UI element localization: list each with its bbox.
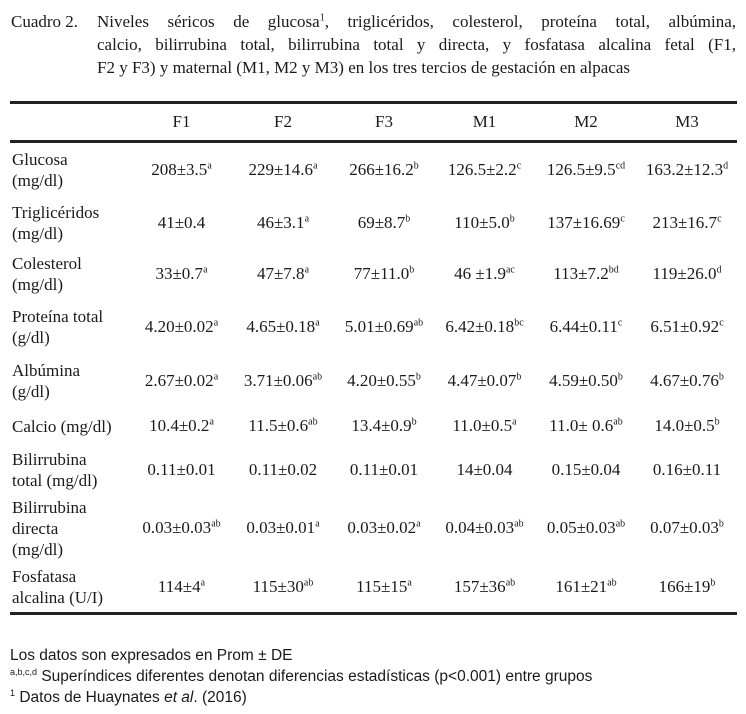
cell-value: 46±3.1 (256, 212, 305, 232)
table-cell (637, 562, 737, 614)
table-cell (535, 248, 637, 301)
cell-value: 0.07±0.03 (650, 518, 719, 537)
cell-superscript: bc (514, 317, 524, 329)
cell-superscript: a (407, 577, 412, 589)
cell-value: 4.20±0.55 (347, 370, 416, 390)
cell-value: 11.0± 0.6 (549, 416, 614, 435)
cell-superscript: ab (613, 416, 623, 428)
row-label (10, 301, 131, 354)
caption-label: Cuadro 2. (11, 12, 79, 31)
table-cell (434, 495, 535, 562)
row-label (10, 198, 131, 248)
cell-value: 11.5±0.6 (248, 416, 309, 435)
row-label (10, 445, 131, 495)
cell-value: 115±30 (252, 576, 304, 596)
cell-superscript: a (512, 416, 517, 428)
cell-value: 0.15±0.04 (551, 459, 621, 479)
row-label-line: alcalina (U/I) (12, 587, 104, 607)
table-header-row (10, 103, 737, 142)
note-superscripts-mark: a,b,c,d (10, 666, 38, 677)
cell-value: 0.11±0.01 (147, 459, 216, 479)
caption-footnote-mark: 1 (319, 12, 325, 24)
cell-superscript: bd (608, 264, 619, 276)
table-cell (434, 408, 535, 445)
note-source-etal: et al (164, 689, 194, 706)
cell-superscript: ab (413, 317, 424, 329)
table-caption (11, 10, 736, 79)
table-row (10, 445, 737, 495)
cell-value: 13.4±0.9 (351, 416, 412, 435)
cell-value: 11.0±0.5 (452, 416, 513, 435)
table-cell (334, 198, 434, 248)
table-row (10, 495, 737, 562)
row-label-line: Triglicéridos (12, 202, 100, 222)
cell-value: 0.03±0.01 (246, 518, 316, 537)
table-cell (434, 562, 535, 614)
cell-value: 4.59±0.50 (549, 370, 618, 390)
cell-superscript: c (617, 317, 623, 329)
cell-value: 0.05±0.03 (546, 518, 616, 537)
table-cell (131, 301, 232, 354)
cell-value: 119±26.0 (652, 264, 717, 283)
caption-line-2: calcio, bilirrubina total, bilirrubina total y directa, y fosfatasa alcalina fetal (F1, (97, 35, 736, 54)
table-cell (334, 301, 434, 354)
table-cell (637, 445, 737, 495)
cell-value: 0.03±0.03 (142, 518, 212, 537)
table-row (10, 142, 737, 198)
table-cell (131, 198, 232, 248)
row-label (10, 495, 131, 562)
table-cell (434, 445, 535, 495)
cell-value: 6.44±0.11 (549, 317, 618, 336)
cell-value: 0.11±0.01 (349, 459, 419, 479)
cell-superscript: a (313, 160, 318, 172)
column-header-m3: M3 (637, 103, 737, 142)
cell-value: 46 ±1.9 (454, 264, 506, 283)
cell-value: 41±0.4 (157, 212, 206, 232)
table-cell (434, 142, 535, 198)
row-label-line: (mg/dl) (12, 171, 63, 191)
row-label-line: Bilirrubina (12, 449, 87, 469)
cell-value: 213±16.7 (652, 212, 718, 232)
table-cell (637, 354, 737, 408)
table-cell (637, 198, 737, 248)
table-cell (334, 354, 434, 408)
cell-superscript: b (409, 264, 415, 276)
note-superscripts-text: Superíndices diferentes denotan diferencias estadísticas (p<0.001) entre grupos (37, 668, 593, 685)
table-row (10, 301, 737, 354)
cell-value: 0.11±0.02 (248, 459, 318, 479)
cell-superscript: b (718, 370, 724, 382)
table-cell (232, 562, 334, 614)
cell-value: 0.04±0.03 (445, 518, 515, 537)
column-header-f3: F3 (334, 103, 434, 142)
row-label-line: (mg/dl) (12, 539, 63, 559)
data-table (10, 101, 737, 615)
cell-superscript: b (516, 370, 522, 382)
cell-superscript: ab (607, 577, 617, 589)
table-cell (232, 445, 334, 495)
cell-superscript: ab (615, 518, 626, 530)
table-cell (637, 301, 737, 354)
cell-superscript: cd (615, 160, 626, 172)
table-cell (334, 495, 434, 562)
cell-value: 6.51±0.92 (650, 317, 720, 336)
table-cell (334, 248, 434, 301)
table-cell (637, 142, 737, 198)
cell-value: 6.42±0.18 (445, 317, 515, 336)
cell-value: 113±7.2 (553, 264, 609, 283)
row-label (10, 408, 131, 445)
row-label-line: total (mg/dl) (12, 470, 98, 490)
table-cell (131, 562, 232, 614)
cell-value: 266±16.2 (349, 160, 414, 180)
cell-value: 3.71±0.06 (243, 370, 313, 390)
cell-superscript: c (516, 160, 522, 172)
table-cell (535, 354, 637, 408)
table-cell (232, 408, 334, 445)
table-row (10, 354, 737, 408)
row-label (10, 354, 131, 408)
table-cell (131, 248, 232, 301)
table-cell (131, 408, 232, 445)
table-cell (535, 198, 637, 248)
caption-line-1 (97, 10, 736, 33)
cell-superscript: a (315, 317, 320, 329)
cell-superscript: a (213, 370, 219, 382)
table-row (10, 198, 737, 248)
table-cell (334, 408, 434, 445)
table-cell (637, 248, 737, 301)
table-cell (535, 495, 637, 562)
cell-value: 114±4 (157, 576, 201, 596)
cell-value: 5.01±0.69 (344, 317, 414, 336)
cell-value: 14.0±0.5 (654, 416, 715, 435)
cell-value: 4.65±0.18 (246, 317, 316, 336)
cell-superscript: ab (312, 370, 323, 382)
caption-line-3: F2 y F3) y maternal (M1, M2 y M3) en los tres tercios de gestación en alpacas (97, 58, 631, 77)
table-cell (535, 445, 637, 495)
table-cell (334, 445, 434, 495)
table-row (10, 562, 737, 614)
table-cell (334, 142, 434, 198)
row-label-line: directa (12, 518, 59, 538)
caption-line-1-a: Niveles séricos de glucosa (97, 12, 320, 31)
cell-value: 69±8.7 (357, 212, 406, 232)
cell-superscript: c (620, 212, 625, 224)
table-cell (232, 301, 334, 354)
cell-superscript: ab (514, 518, 524, 530)
cell-value: 0.03±0.02 (347, 518, 417, 537)
cell-superscript: ab (211, 518, 221, 530)
row-label (10, 142, 131, 198)
row-label (10, 562, 131, 614)
row-label-line: Albúmina (12, 360, 80, 380)
note-source (10, 687, 730, 708)
cell-superscript: b (405, 212, 411, 224)
cell-value: 229±14.6 (248, 160, 314, 180)
cell-superscript: a (200, 577, 206, 589)
cell-superscript: c (717, 212, 722, 224)
row-label-line: Fosfatasa (12, 566, 77, 586)
table-cell (637, 495, 737, 562)
cell-value: 161±21 (555, 576, 608, 596)
table-cell (131, 445, 232, 495)
cell-superscript: b (718, 518, 724, 530)
cell-value: 10.4±0.2 (149, 416, 210, 435)
cell-superscript: b (411, 416, 417, 428)
cell-value: 14±0.04 (456, 459, 513, 479)
table-cell (232, 198, 334, 248)
cell-superscript: ac (505, 264, 515, 276)
row-label (10, 248, 131, 301)
row-label-line: Colesterol (12, 254, 82, 273)
column-header-f1: F1 (131, 103, 232, 142)
cell-value: 77±11.0 (353, 264, 410, 283)
cell-value: 126.5±2.2 (447, 160, 517, 180)
cell-superscript: a (213, 317, 219, 329)
cell-superscript: ab (308, 416, 318, 428)
cell-superscript: a (207, 160, 212, 172)
cell-superscript: d (716, 264, 722, 276)
cell-superscript: a (416, 518, 421, 530)
cell-value: 4.20±0.02 (144, 317, 214, 336)
table-cell (434, 198, 535, 248)
cell-superscript: b (710, 577, 716, 589)
cell-superscript: ab (505, 577, 516, 589)
table-cell (434, 248, 535, 301)
table-cell (232, 142, 334, 198)
cell-value: 47±7.8 (256, 264, 305, 283)
column-header-f2: F2 (232, 103, 334, 142)
table-cell (334, 562, 434, 614)
cell-superscript: a (209, 416, 214, 428)
cell-value: 2.67±0.02 (144, 370, 214, 390)
cell-superscript: a (304, 264, 310, 276)
note-source-text-b: . (2016) (193, 689, 247, 706)
table-cell (637, 408, 737, 445)
cell-value: 33±0.7 (155, 264, 204, 283)
table-row (10, 408, 737, 445)
cell-superscript: a (315, 518, 320, 530)
cell-value: 110±5.0 (454, 212, 510, 232)
cell-superscript: b (509, 212, 515, 224)
note-source-mark: 1 (10, 687, 16, 698)
table-notes (10, 645, 730, 708)
table-cell (535, 142, 637, 198)
table-cell (434, 301, 535, 354)
note-units: Los datos son expresados en Prom ± DE (10, 647, 293, 664)
cell-superscript: c (719, 317, 724, 329)
row-label-line: Glucosa (12, 150, 68, 170)
column-header-m1: M1 (434, 103, 535, 142)
table-cell (131, 142, 232, 198)
note-source-text-a: Datos de Huaynates (15, 689, 165, 706)
note-superscripts (10, 666, 730, 687)
table-cell (535, 408, 637, 445)
table-cell (535, 301, 637, 354)
cell-value: 157±36 (453, 576, 506, 596)
row-label-line: Calcio (mg/dl) (12, 416, 112, 436)
cell-superscript: d (723, 160, 729, 172)
cell-superscript: a (304, 212, 310, 224)
column-header-empty (10, 103, 131, 142)
table-cell (131, 495, 232, 562)
table-cell (232, 495, 334, 562)
row-label-line: Proteína total (12, 307, 104, 326)
cell-value: 163.2±12.3 (645, 160, 724, 180)
table-cell (232, 354, 334, 408)
cell-superscript: a (203, 264, 208, 276)
row-label-line: Bilirrubina (12, 497, 87, 517)
cell-value: 126.5±9.5 (546, 160, 616, 180)
cell-value: 166±19 (658, 576, 711, 596)
cell-value: 115±15 (356, 576, 408, 596)
row-label-line: (g/dl) (12, 381, 50, 401)
table-cell (434, 354, 535, 408)
cell-value: 208±3.5 (151, 160, 208, 180)
cell-superscript: b (413, 160, 419, 172)
cell-superscript: b (415, 370, 421, 382)
row-label-line: (g/dl) (12, 328, 50, 347)
row-label-line: (mg/dl) (12, 275, 63, 294)
cell-superscript: b (617, 370, 623, 382)
table-row (10, 248, 737, 301)
caption-line-1-b: , triglicéridos, colesterol, proteína total, albúmina, (324, 12, 736, 31)
cell-value: 137±16.69 (547, 212, 621, 232)
row-label-line: (mg/dl) (12, 223, 63, 243)
column-header-m2: M2 (535, 103, 637, 142)
cell-value: 4.47±0.07 (447, 370, 517, 390)
table-cell (535, 562, 637, 614)
cell-superscript: b (714, 416, 720, 428)
table-body (10, 142, 737, 614)
table-cell (232, 248, 334, 301)
cell-value: 4.67±0.76 (650, 370, 719, 390)
table-cell (131, 354, 232, 408)
caption-text (97, 10, 736, 79)
cell-superscript: ab (303, 577, 314, 589)
cell-value: 0.16±0.11 (652, 459, 722, 479)
